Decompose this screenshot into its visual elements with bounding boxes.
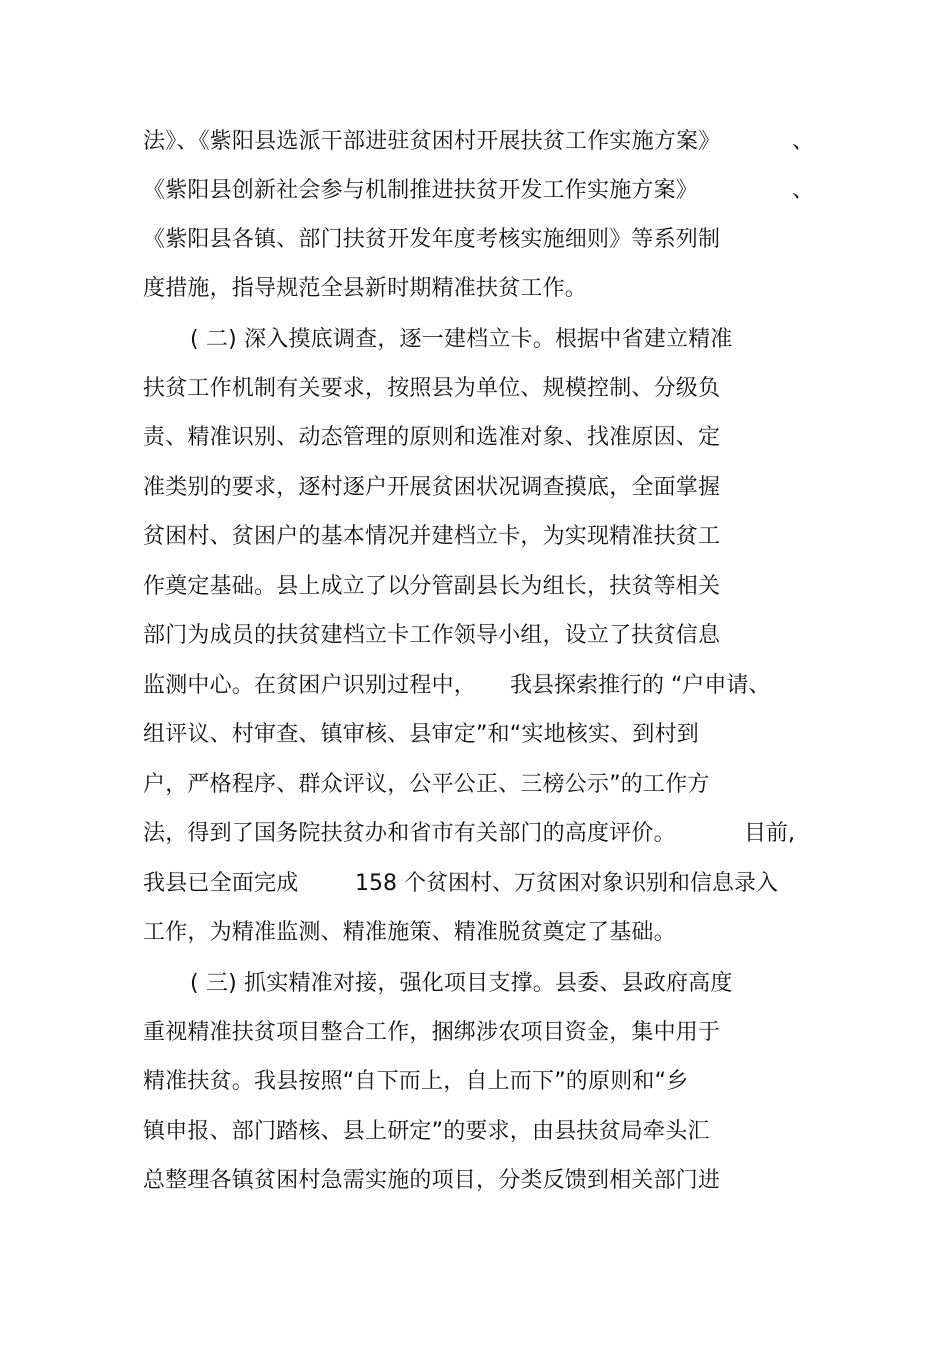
text-line: 工作，为精准监测、精准施策、精准脱贫奠定了基础。 bbox=[143, 920, 676, 945]
text-line: 户，严格程序、群众评议，公平公正、三榜公示”的工作方 bbox=[143, 772, 710, 797]
text-line: 《紫阳县创新社会参与机制推进扶贫开发工作实施方案》 bbox=[143, 178, 699, 203]
text-line-tail: 、 bbox=[792, 129, 815, 154]
text-line-tail: 目前, bbox=[744, 821, 795, 846]
text-line: 部门为成员的扶贫建档立卡工作领导小组，设立了扶贫信息 bbox=[143, 623, 721, 648]
text-line: 精准扶贫。我县按照“自下而上，自上而下”的原则和“乡 bbox=[143, 1069, 689, 1094]
paragraph-start-line: ( 三) 抓实精准对接，强化项目支撑。县委、县政府高度 bbox=[190, 971, 733, 996]
text-line: 作奠定基础。县上成立了以分管副县长为组长，扶贫等相关 bbox=[143, 574, 721, 599]
text-line: 总整理各镇贫困村急需实施的项目，分类反馈到相关部门进 bbox=[143, 1168, 721, 1193]
text-line: 组评议、村审查、镇审核、县审定”和“实地核实、到村到 bbox=[143, 722, 699, 747]
text-line: 贫困村、贫困户的基本情况并建档立卡，为实现精准扶贫工 bbox=[143, 524, 721, 549]
text-line-tail: 158 个贫困村、万贫困对象识别和信息录入 bbox=[355, 871, 778, 896]
text-line: 法》、《紫阳县选派干部进驻贫困村开展扶贫工作实施方案》 bbox=[143, 129, 721, 154]
text-line: 准类别的要求，逐村逐户开展贫困状况调查摸底，全面掌握 bbox=[143, 475, 721, 500]
paragraph-start-line: ( 二) 深入摸底调查，逐一建档立卡。根据中省建立精准 bbox=[190, 327, 733, 352]
text-line: 我县已全面完成 bbox=[143, 871, 299, 896]
text-line: 责、精准识别、动态管理的原则和选准对象、找准原因、定 bbox=[143, 425, 721, 450]
text-line: 法，得到了国务院扶贫办和省市有关部门的高度评价。 bbox=[143, 821, 676, 846]
text-line: 扶贫工作机制有关要求，按照县为单位、规模控制、分级负 bbox=[143, 376, 721, 401]
text-line: 重视精准扶贫项目整合工作，捆绑涉农项目资金，集中用于 bbox=[143, 1020, 721, 1045]
text-line: 监测中心。在贫困户识别过程中， bbox=[143, 673, 477, 698]
text-line: 镇申报、部门踏核、县上研定”的要求，由县扶贫局牵头汇 bbox=[143, 1119, 710, 1144]
text-line-tail: 、 bbox=[792, 178, 815, 203]
text-line: 度措施，指导规范全县新时期精准扶贫工作。 bbox=[143, 276, 588, 301]
text-line-tail: 我县探索推行的 “户申请、 bbox=[510, 673, 771, 698]
text-line: 《紫阳县各镇、部门扶贫开发年度考核实施细则》等系列制 bbox=[143, 227, 721, 252]
